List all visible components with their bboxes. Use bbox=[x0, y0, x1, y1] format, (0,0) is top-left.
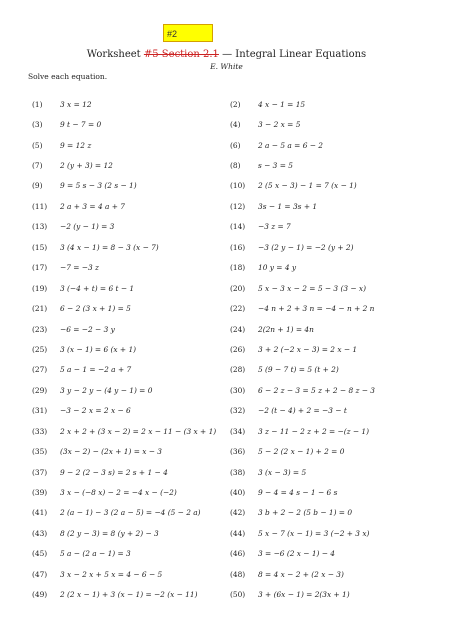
problem-equation: 5 − 2 (2 x − 1) + 2 = 0 bbox=[258, 447, 345, 457]
problem-item bbox=[230, 217, 430, 237]
problem-number: (17) bbox=[32, 263, 48, 273]
problem-equation: 4 x − 1 = 15 bbox=[258, 99, 306, 109]
problem-item bbox=[32, 360, 230, 380]
problem-number: (32) bbox=[230, 406, 246, 416]
problem-number: (20) bbox=[230, 283, 246, 293]
problem-number: (27) bbox=[32, 365, 48, 375]
problem-number: (37) bbox=[32, 467, 48, 477]
problem-item bbox=[230, 462, 430, 482]
problem-item bbox=[32, 258, 230, 278]
problem-equation: −6 = −2 − 3 y bbox=[60, 324, 115, 334]
problem-item bbox=[32, 380, 230, 400]
problem-item bbox=[230, 421, 430, 441]
problem-item bbox=[230, 135, 430, 155]
problem-number: (24) bbox=[230, 324, 246, 334]
problem-number: (18) bbox=[230, 263, 246, 273]
problem-item bbox=[32, 441, 230, 461]
problem-equation: 6 − 2 z − 3 = 5 z + 2 − 8 z − 3 bbox=[258, 385, 375, 395]
problem-equation: 2 (5 x − 3) − 1 = 7 (x − 1) bbox=[258, 181, 357, 191]
problem-equation: 2(2n + 1) = 4n bbox=[258, 324, 314, 334]
problem-number: (28) bbox=[230, 365, 246, 375]
problem-item bbox=[230, 482, 430, 502]
problem-number: (29) bbox=[32, 385, 48, 395]
problem-number: (25) bbox=[32, 344, 48, 354]
problem-item bbox=[32, 482, 230, 502]
problem-equation: 2 (a − 1) − 3 (2 a − 5) = −4 (5 − 2 a) bbox=[60, 508, 201, 518]
problem-item bbox=[230, 237, 430, 257]
problem-number: (10) bbox=[230, 181, 246, 191]
problem-equation: (3x − 2) − (2x + 1) = x − 3 bbox=[60, 447, 163, 457]
problem-equation: 5 a − 1 = −2 a + 7 bbox=[60, 365, 132, 375]
problem-equation: 3 x − (−8 x) − 2 = −4 x − (−2) bbox=[60, 488, 177, 498]
problem-item bbox=[32, 585, 230, 605]
problem-item bbox=[32, 462, 230, 482]
worksheet-title bbox=[0, 49, 453, 60]
problem-equation: −2 (t − 4) + 2 = −3 − t bbox=[258, 406, 347, 416]
worksheet-number-tag: #2 bbox=[163, 24, 213, 42]
problem-number: (43) bbox=[32, 528, 48, 538]
problem-number: (42) bbox=[230, 508, 246, 518]
problem-equation: −3 z = 7 bbox=[258, 222, 291, 232]
problem-number: (48) bbox=[230, 569, 246, 579]
problem-equation: 2 (y + 3) = 12 bbox=[60, 161, 113, 171]
problem-equation: 9 = 12 z bbox=[60, 140, 92, 150]
problem-number: (16) bbox=[230, 242, 246, 252]
problem-equation: 3 + 2 (−2 x − 3) = 2 x − 1 bbox=[258, 344, 358, 354]
problem-number: (9) bbox=[32, 181, 43, 191]
problem-item bbox=[32, 196, 230, 216]
problem-equation: −2 (y − 1) = 3 bbox=[60, 222, 115, 232]
problem-number: (13) bbox=[32, 222, 48, 232]
problem-equation: 3 y − 2 y − (4 y − 1) = 0 bbox=[60, 385, 153, 395]
problem-number: (14) bbox=[230, 222, 246, 232]
problem-equation: 3 (4 x − 1) = 8 − 3 (x − 7) bbox=[60, 242, 159, 252]
problem-number: (12) bbox=[230, 201, 246, 211]
problem-item bbox=[32, 298, 230, 318]
problem-item bbox=[32, 401, 230, 421]
problem-equation: 9 = 5 s − 3 (2 s − 1) bbox=[60, 181, 137, 191]
problem-equation: 2 a − 5 a = 6 − 2 bbox=[258, 140, 323, 150]
problem-item bbox=[32, 176, 230, 196]
problem-equation: 3 (x − 3) = 5 bbox=[258, 467, 307, 477]
problem-number: (46) bbox=[230, 549, 246, 559]
problem-item bbox=[230, 523, 430, 543]
problem-item bbox=[230, 278, 430, 298]
problem-equation: 10 y = 4 y bbox=[258, 263, 297, 273]
problem-number: (4) bbox=[230, 120, 241, 130]
problem-equation: 9 − 4 = 4 s − 1 − 6 s bbox=[258, 488, 338, 498]
problem-item bbox=[32, 135, 230, 155]
problem-equation: 3 b + 2 − 2 (5 b − 1) = 0 bbox=[258, 508, 353, 518]
problem-number: (49) bbox=[32, 590, 48, 600]
problem-item bbox=[230, 339, 430, 359]
problem-equation: 2 a + 3 = 4 a + 7 bbox=[60, 201, 125, 211]
problem-item bbox=[32, 237, 230, 257]
problem-item bbox=[32, 339, 230, 359]
problem-equation: 3 + (6x − 1) = 2(3x + 1) bbox=[258, 590, 350, 600]
problem-equation: s − 3 = 5 bbox=[258, 161, 293, 171]
problem-number: (15) bbox=[32, 242, 48, 252]
problem-equation: −7 = −3 z bbox=[60, 263, 99, 273]
problem-number: (40) bbox=[230, 488, 246, 498]
problem-number: (19) bbox=[32, 283, 48, 293]
instructions: Solve each equation. bbox=[28, 72, 108, 81]
problem-number: (39) bbox=[32, 488, 48, 498]
problem-number: (2) bbox=[230, 99, 241, 109]
problem-list bbox=[32, 94, 432, 605]
problem-item bbox=[230, 298, 430, 318]
problem-equation: 8 = 4 x − 2 + (2 x − 3) bbox=[258, 569, 344, 579]
problem-equation: 2 x + 2 + (3 x − 2) = 2 x − 11 − (3 x + 1) bbox=[60, 426, 217, 436]
problem-item bbox=[32, 319, 230, 339]
problem-equation: 3 = −6 (2 x − 1) − 4 bbox=[258, 549, 336, 559]
problem-number: (1) bbox=[32, 99, 43, 109]
problem-equation: 3 x = 12 bbox=[60, 99, 92, 109]
problem-item bbox=[32, 114, 230, 134]
problem-item bbox=[32, 523, 230, 543]
problem-number: (8) bbox=[230, 161, 241, 171]
problem-number: (26) bbox=[230, 344, 246, 354]
problem-number: (47) bbox=[32, 569, 48, 579]
problem-number: (7) bbox=[32, 161, 43, 171]
problem-number: (45) bbox=[32, 549, 48, 559]
problem-item bbox=[230, 441, 430, 461]
problem-equation: 5 x − 7 (x − 1) = 3 (−2 + 3 x) bbox=[258, 528, 370, 538]
problem-number: (11) bbox=[32, 201, 48, 211]
problem-number: (41) bbox=[32, 508, 48, 518]
problem-item bbox=[230, 401, 430, 421]
problem-equation: 6 − 2 (3 x + 1) = 5 bbox=[60, 304, 131, 314]
problem-equation: 3 x − 2 x + 5 x = 4 − 6 − 5 bbox=[60, 569, 163, 579]
problem-equation: 3 − 2 x = 5 bbox=[258, 120, 301, 130]
problem-equation: 5 x − 3 x − 2 = 5 − 3 (3 − x) bbox=[258, 283, 366, 293]
problem-equation: −3 − 2 x = 2 x − 6 bbox=[60, 406, 131, 416]
problem-item bbox=[230, 94, 430, 114]
problem-equation: 3 (−4 + t) = 6 t − 1 bbox=[60, 283, 135, 293]
problem-number: (36) bbox=[230, 447, 246, 457]
problem-item bbox=[230, 564, 430, 584]
problem-number: (44) bbox=[230, 528, 246, 538]
problem-number: (33) bbox=[32, 426, 48, 436]
title-suffix: — Integral Linear Equations bbox=[218, 49, 367, 60]
problem-item bbox=[230, 585, 430, 605]
problem-item bbox=[32, 503, 230, 523]
problem-number: (3) bbox=[32, 120, 43, 130]
problem-equation: −4 n + 2 + 3 n = −4 − n + 2 n bbox=[258, 304, 375, 314]
problem-number: (31) bbox=[32, 406, 48, 416]
problem-number: (35) bbox=[32, 447, 48, 457]
problem-item bbox=[230, 114, 430, 134]
problem-item bbox=[32, 421, 230, 441]
problem-item bbox=[230, 258, 430, 278]
problem-equation: 9 t − 7 = 0 bbox=[60, 120, 102, 130]
problem-number: (38) bbox=[230, 467, 246, 477]
problem-number: (23) bbox=[32, 324, 48, 334]
problem-item bbox=[230, 196, 430, 216]
problem-equation: 3 z − 11 − 2 z + 2 = −(z − 1) bbox=[258, 426, 370, 436]
author-name: E. White bbox=[210, 62, 243, 71]
problem-number: (50) bbox=[230, 590, 246, 600]
problem-item bbox=[32, 278, 230, 298]
problem-equation: 2 (2 x − 1) + 3 (x − 1) = −2 (x − 11) bbox=[60, 590, 198, 600]
problem-item bbox=[32, 217, 230, 237]
problem-equation: 5 a − (2 a − 1) = 3 bbox=[60, 549, 131, 559]
problem-item bbox=[32, 544, 230, 564]
problem-item bbox=[230, 176, 430, 196]
problem-number: (22) bbox=[230, 304, 246, 314]
problem-number: (30) bbox=[230, 385, 246, 395]
problem-item bbox=[32, 94, 230, 114]
problem-item bbox=[230, 155, 430, 175]
problem-equation: 3 (x − 1) = 6 (x + 1) bbox=[60, 344, 137, 354]
problem-item bbox=[32, 564, 230, 584]
problem-item bbox=[230, 319, 430, 339]
problem-number: (34) bbox=[230, 426, 246, 436]
problem-item bbox=[230, 544, 430, 564]
problem-item bbox=[230, 503, 430, 523]
problem-number: (6) bbox=[230, 140, 241, 150]
title-struck-text: #5 Section 2.1 bbox=[143, 49, 219, 60]
problem-number: (21) bbox=[32, 304, 48, 314]
problem-equation: 8 (2 y − 3) = 8 (y + 2) − 3 bbox=[60, 528, 159, 538]
problem-item bbox=[230, 360, 430, 380]
problem-item bbox=[32, 155, 230, 175]
problem-equation: 3s − 1 = 3s + 1 bbox=[258, 201, 318, 211]
problem-equation: 9 − 2 (2 − 3 s) = 2 s + 1 − 4 bbox=[60, 467, 168, 477]
problem-item bbox=[230, 380, 430, 400]
problem-equation: 5 (9 − 7 t) = 5 (t + 2) bbox=[258, 365, 339, 375]
problem-equation: −3 (2 y − 1) = −2 (y + 2) bbox=[258, 242, 354, 252]
problem-number: (5) bbox=[32, 140, 43, 150]
title-prefix: Worksheet bbox=[86, 49, 144, 60]
